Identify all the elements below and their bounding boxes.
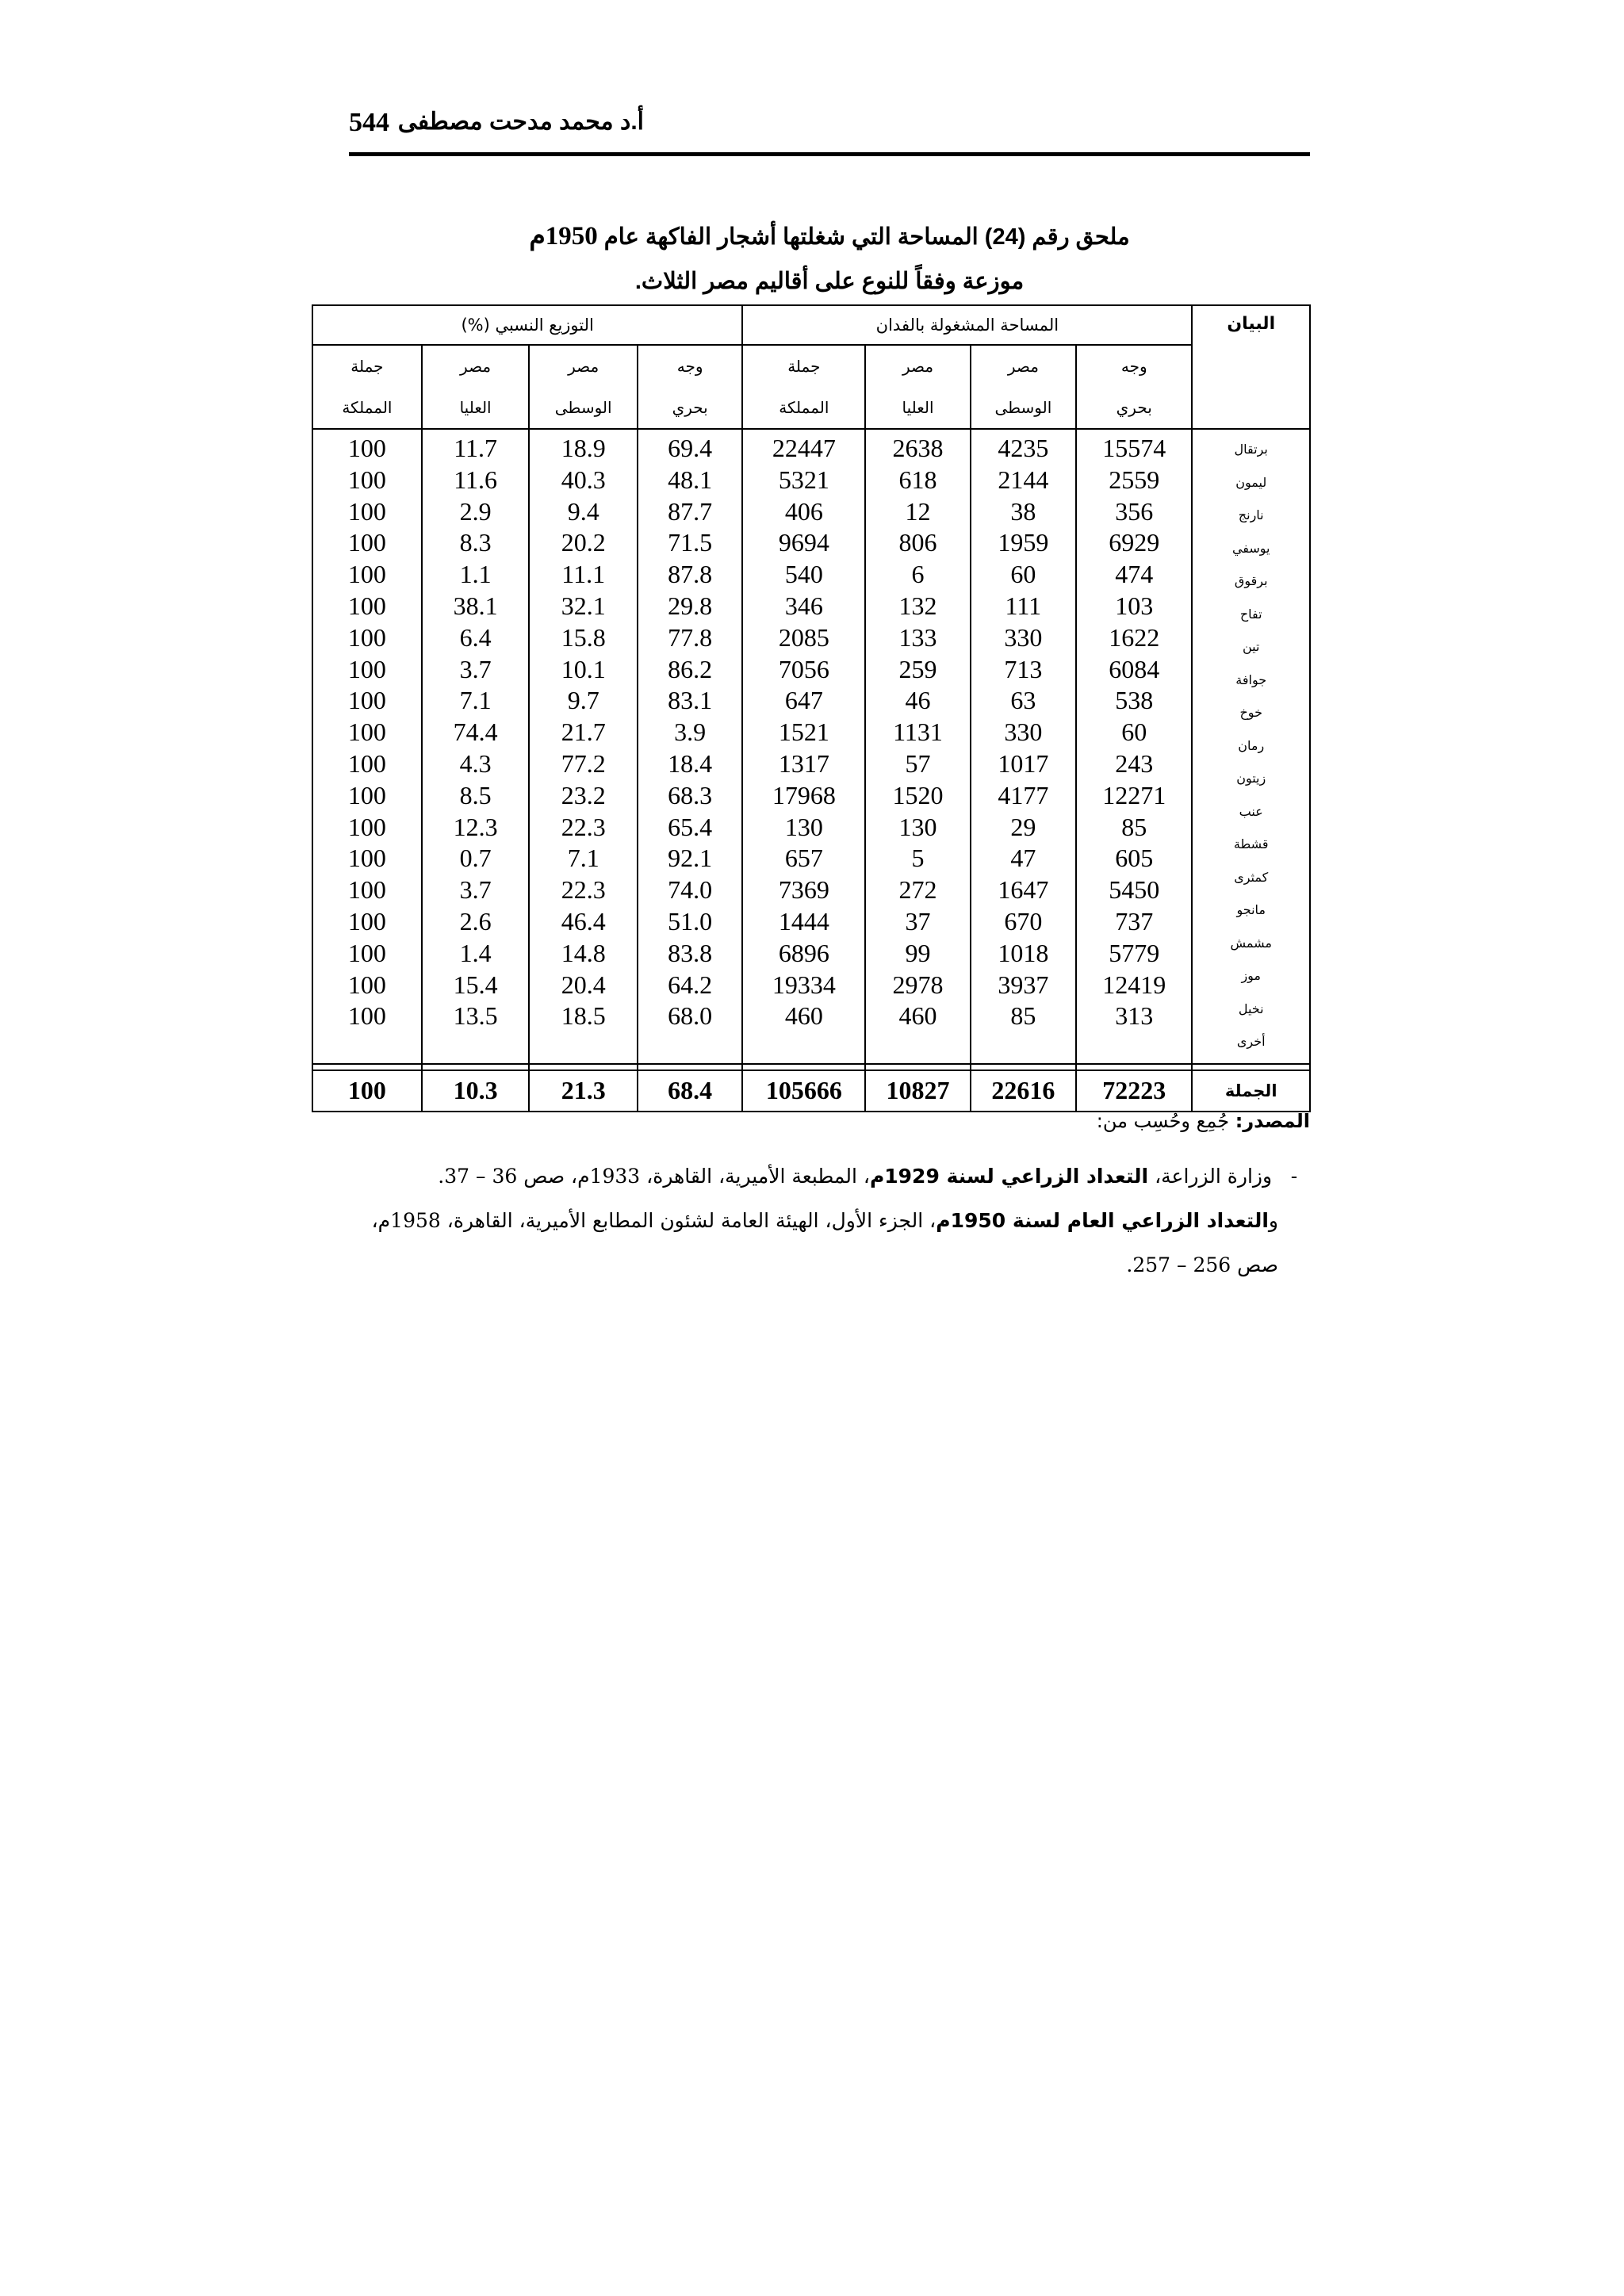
table-cell: 100 (347, 844, 386, 873)
table-cell: 1444 (778, 906, 829, 936)
total-row (312, 1070, 1310, 1112)
total-pct-bahari: 68.4 (638, 1070, 742, 1112)
table-cell: 13.5 (453, 1001, 498, 1031)
reference-2: والتعداد الزراعي العام لسنة 1950م، الجزء الأول، الهيئة العامة لشئون المطابع الأميرية، القاهرة، 1958م، (371, 1209, 1278, 1232)
table-cell: 85 (1121, 812, 1147, 841)
table-cell: نارنج (1238, 507, 1264, 522)
table-cell: 40.3 (561, 465, 606, 494)
table-cell: 2559 (1109, 465, 1160, 494)
table-cell: 15574 (1102, 434, 1166, 462)
table-cell: 1017 (998, 748, 1049, 778)
table-cell: 23.2 (561, 780, 606, 809)
table-cell: 87.8 (668, 560, 713, 589)
header-area-olya: مصر العليا (865, 345, 970, 429)
fruit-area-table (312, 304, 1311, 1112)
header-area-bahari: وجه بحري (1076, 345, 1192, 429)
header-area-group: المساحة المشغولة بالفدان (742, 305, 1192, 345)
table-cell: موز (1241, 968, 1261, 983)
table-cell: 15.8 (561, 622, 606, 652)
table-cell: جوافة (1235, 672, 1267, 687)
table-cell: 474 (1115, 560, 1154, 589)
table-cell: 18.5 (561, 1001, 606, 1031)
table-cell: 7056 (778, 654, 829, 683)
table-cell: 5779 (1109, 938, 1160, 967)
table-cell: 18.4 (668, 748, 713, 778)
table-cell: 4.3 (459, 748, 492, 778)
table-cell: 60 (1121, 718, 1147, 747)
table-cell: 100 (347, 528, 386, 557)
table-cell: 1959 (998, 528, 1049, 557)
area-mamlaka-column (742, 429, 865, 1064)
reference-2-title: التعداد الزراعي العام لسنة 1950م (936, 1209, 1269, 1232)
total-area-mamlaka: 105666 (742, 1070, 865, 1112)
table-cell: 47 (1010, 844, 1036, 873)
table-cell: 538 (1115, 686, 1154, 715)
pct-mamlaka-column (312, 429, 422, 1064)
author-running-head: أ.د محمد مدحت مصطفى (397, 109, 644, 135)
table-cell: برتقال (1234, 442, 1268, 457)
table-cell: 71.5 (668, 528, 713, 557)
reference-2-continued: صص 256 – 257. (1126, 1253, 1278, 1276)
table-cell: 12271 (1102, 780, 1166, 809)
table-cell: 100 (347, 748, 386, 778)
table-cell: زيتون (1236, 771, 1266, 786)
table-cell: 74.4 (453, 718, 498, 747)
table-cell: 0.7 (459, 844, 492, 873)
table-cell: 132 (898, 591, 937, 620)
table-cell: 130 (898, 812, 937, 841)
table-cell: 18.9 (561, 434, 606, 462)
reference-dash: - (1290, 1165, 1298, 1188)
table-cell: 5450 (1109, 875, 1160, 905)
total-pct-mamlaka: 100 (312, 1070, 422, 1112)
table-cell: يوسفي (1231, 540, 1270, 556)
table-cell: 83.8 (668, 938, 713, 967)
table-cell: 130 (784, 812, 823, 841)
area-olya-column (865, 429, 970, 1064)
table-cell: 15.4 (453, 970, 498, 999)
table-cell: 5 (911, 844, 925, 873)
table-cell: 618 (898, 465, 937, 494)
table-cell: 6 (911, 560, 925, 589)
total-area-olya: 10827 (865, 1070, 970, 1112)
table-cell: 330 (1004, 622, 1043, 652)
table-cell: 806 (898, 528, 937, 557)
table-cell: 1622 (1109, 622, 1160, 652)
table-cell: 6929 (1109, 528, 1160, 557)
table-cell: 100 (347, 938, 386, 967)
table-cell: مشمش (1230, 935, 1272, 951)
pct-olya-column (422, 429, 530, 1064)
table-cell: 460 (784, 1001, 823, 1031)
table-cell: 99 (905, 938, 931, 967)
area-wusta-column (971, 429, 1076, 1064)
table-cell: 22447 (772, 434, 836, 462)
area-bahari-column (1076, 429, 1192, 1064)
table-cell: 69.4 (668, 434, 713, 462)
table-cell: 64.2 (668, 970, 713, 999)
table-cell: 9.7 (567, 686, 599, 715)
table-cell: 46 (905, 686, 931, 715)
table-cell: 1520 (892, 780, 944, 809)
total-pct-olya: 10.3 (422, 1070, 530, 1112)
table-cell: 85 (1010, 1001, 1036, 1031)
table-cell: رمان (1238, 737, 1265, 753)
header-pct-group: التوزيع النسبي (%) (312, 305, 742, 345)
table-cell: 346 (784, 591, 823, 620)
table-cell: 657 (784, 844, 823, 873)
table-cell: 100 (347, 654, 386, 683)
table-cell: تفاح (1239, 606, 1262, 622)
table-cell: 1131 (893, 718, 943, 747)
table-cell: 100 (347, 496, 386, 526)
table-cell: 46.4 (561, 906, 606, 936)
table-cell: 29 (1010, 812, 1036, 841)
table-cell: 243 (1115, 748, 1154, 778)
row-labels-column (1192, 429, 1310, 1064)
table-cell: مانجو (1236, 902, 1266, 917)
source-line (311, 1110, 1310, 1132)
table-cell: 68.3 (668, 780, 713, 809)
table-cell: 1647 (998, 875, 1049, 905)
table-cell: 12.3 (453, 812, 498, 841)
reference-1-title: التعداد الزراعي لسنة 1929م (869, 1165, 1149, 1188)
table-cell: 37 (905, 906, 931, 936)
table-cell: 406 (784, 496, 823, 526)
table-cell: 713 (1004, 654, 1043, 683)
table-cell: 21.7 (561, 718, 606, 747)
table-cell: أخرى (1236, 1034, 1266, 1049)
header-bayan: البيان (1192, 305, 1310, 429)
table-cell: 259 (898, 654, 937, 683)
table-cell: 7369 (778, 875, 829, 905)
table-cell: 2.9 (459, 496, 492, 526)
table-cell: 9.4 (567, 496, 599, 526)
title-line-2: موزعة وفقاً للنوع على أقاليم مصر الثلاث. (634, 269, 1025, 294)
table-cell: ليمون (1235, 474, 1267, 490)
table-cell: 356 (1115, 496, 1154, 526)
table-cell: 2085 (778, 622, 829, 652)
table-cell: 330 (1004, 718, 1043, 747)
table-cell: 11.7 (454, 434, 497, 462)
header-area-wusta: مصر الوسطى (971, 345, 1076, 429)
title-text: ملحق رقم (24) المساحة التي شغلتها أشجار الفاكهة عام (597, 224, 1130, 250)
title-year: 1950م (529, 222, 598, 251)
table-cell: 38 (1010, 496, 1036, 526)
table-cell: 19334 (772, 970, 836, 999)
table-cell: نخيل (1238, 1001, 1264, 1016)
table-cell: 12419 (1102, 970, 1166, 999)
table-cell: 68.0 (668, 1001, 713, 1031)
table-cell: 4235 (998, 434, 1049, 462)
table-cell: 22.3 (561, 875, 606, 905)
table-cell: 38.1 (453, 591, 498, 620)
table-cell: 737 (1115, 906, 1154, 936)
table-cell: 22.3 (561, 812, 606, 841)
table-cell: 100 (347, 434, 386, 462)
table-cell: كمثرى (1234, 869, 1269, 885)
table-cell: 1.1 (459, 560, 492, 589)
table-cell: برقوق (1234, 573, 1268, 588)
table-cell: 63 (1010, 686, 1036, 715)
source-text: جُمِع وحُسِب من: (1096, 1110, 1235, 1132)
table-cell: 32.1 (561, 591, 606, 620)
table-cell: 1018 (998, 938, 1049, 967)
table-cell: 65.4 (668, 812, 713, 841)
page-number: 544 (349, 108, 389, 137)
table-cell: 51.0 (668, 906, 713, 936)
table-cell: 100 (347, 465, 386, 494)
table-cell: 29.8 (668, 591, 713, 620)
table-cell: 2978 (892, 970, 944, 999)
table-cell: 83.1 (668, 686, 713, 715)
table-cell: 20.4 (561, 970, 606, 999)
title-line-1 (349, 214, 1310, 259)
table-cell: 272 (898, 875, 937, 905)
pct-wusta-column (529, 429, 638, 1064)
table-cell: 7.1 (567, 844, 599, 873)
table-cell: 100 (347, 686, 386, 715)
table-cell: 92.1 (668, 844, 713, 873)
header-pct-wusta: مصر الوسطى (529, 345, 638, 429)
table-cell: 100 (347, 780, 386, 809)
table-cell: 111 (1005, 591, 1042, 620)
table-body-row (312, 429, 1310, 1064)
table-cell: 100 (347, 1001, 386, 1031)
table-cell: 57 (905, 748, 931, 778)
header-pct-olya: مصر العليا (422, 345, 530, 429)
table-cell: 77.2 (561, 748, 606, 778)
table-cell: 460 (898, 1001, 937, 1031)
table-cell: 313 (1115, 1001, 1154, 1031)
total-area-wusta: 22616 (971, 1070, 1076, 1112)
table-cell: عنب (1239, 803, 1263, 819)
table-cell: 2144 (998, 465, 1049, 494)
table-cell: 103 (1115, 591, 1154, 620)
header-pct-mamlaka: جملة المملكة (312, 345, 422, 429)
total-area-bahari: 72223 (1076, 1070, 1192, 1112)
table-cell: 100 (347, 906, 386, 936)
table-cell: 1521 (778, 718, 829, 747)
table-cell: 100 (347, 875, 386, 905)
table-cell: 2.6 (459, 906, 492, 936)
table-cell: 48.1 (668, 465, 713, 494)
table-cell: 647 (784, 686, 823, 715)
table-cell: 8.5 (459, 780, 492, 809)
source-label: المصدر: (1235, 1110, 1310, 1132)
table-cell: 2638 (892, 434, 944, 462)
table-cell: 6084 (1109, 654, 1160, 683)
table-cell: 100 (347, 622, 386, 652)
table-cell: 3937 (998, 970, 1049, 999)
table-cell: 133 (898, 622, 937, 652)
table-cell: 3.9 (674, 718, 707, 747)
table-cell: 1317 (778, 748, 829, 778)
table-gap-row (312, 1064, 1310, 1070)
table-cell: تين (1242, 639, 1260, 654)
total-pct-wusta: 21.3 (529, 1070, 638, 1112)
table-cell: 20.2 (561, 528, 606, 557)
table-cell: 100 (347, 560, 386, 589)
table-cell: 9694 (778, 528, 829, 557)
table-cell: 100 (347, 970, 386, 999)
total-label: الجملة (1192, 1070, 1310, 1112)
header-area-mamlaka: جملة المملكة (742, 345, 865, 429)
table-cell: 3.7 (459, 654, 492, 683)
table-cell: 14.8 (561, 938, 606, 967)
table-cell: قشطة (1233, 836, 1269, 851)
table-cell: 6.4 (459, 622, 492, 652)
table-cell: 670 (1004, 906, 1043, 936)
table-cell: 87.7 (668, 496, 713, 526)
table-cell: 605 (1115, 844, 1154, 873)
table-cell: 11.6 (454, 465, 497, 494)
table-cell: 100 (347, 812, 386, 841)
table-cell: 1.4 (459, 938, 492, 967)
pct-bahari-column (638, 429, 742, 1064)
table-title (349, 214, 1310, 304)
table-cell: خوخ (1239, 705, 1262, 720)
table-cell: 11.1 (561, 560, 606, 589)
table-cell: 77.8 (668, 622, 713, 652)
table-cell: 10.1 (561, 654, 606, 683)
table-cell: 74.0 (668, 875, 713, 905)
table-cell: 4177 (998, 780, 1049, 809)
page-header (349, 101, 1310, 156)
table-cell: 6896 (778, 938, 829, 967)
table-cell: 17968 (772, 780, 836, 809)
table-cell: 5321 (778, 465, 829, 494)
reference-1: - وزارة الزراعة، التعداد الزراعي لسنة 1929م، المطبعة الأميرية، القاهرة، 1933م، صص 36 – 37. (311, 1156, 1310, 1197)
table-cell: 60 (1010, 560, 1036, 589)
table-cell: 540 (784, 560, 823, 589)
table-cell: 3.7 (459, 875, 492, 905)
table-cell: 7.1 (459, 686, 492, 715)
table-cell: 100 (347, 591, 386, 620)
table-cell: 12 (905, 496, 931, 526)
table-cell: 100 (347, 718, 386, 747)
table-cell: 86.2 (668, 654, 713, 683)
table-cell: 8.3 (459, 528, 492, 557)
header-pct-bahari: وجه بحري (638, 345, 742, 429)
